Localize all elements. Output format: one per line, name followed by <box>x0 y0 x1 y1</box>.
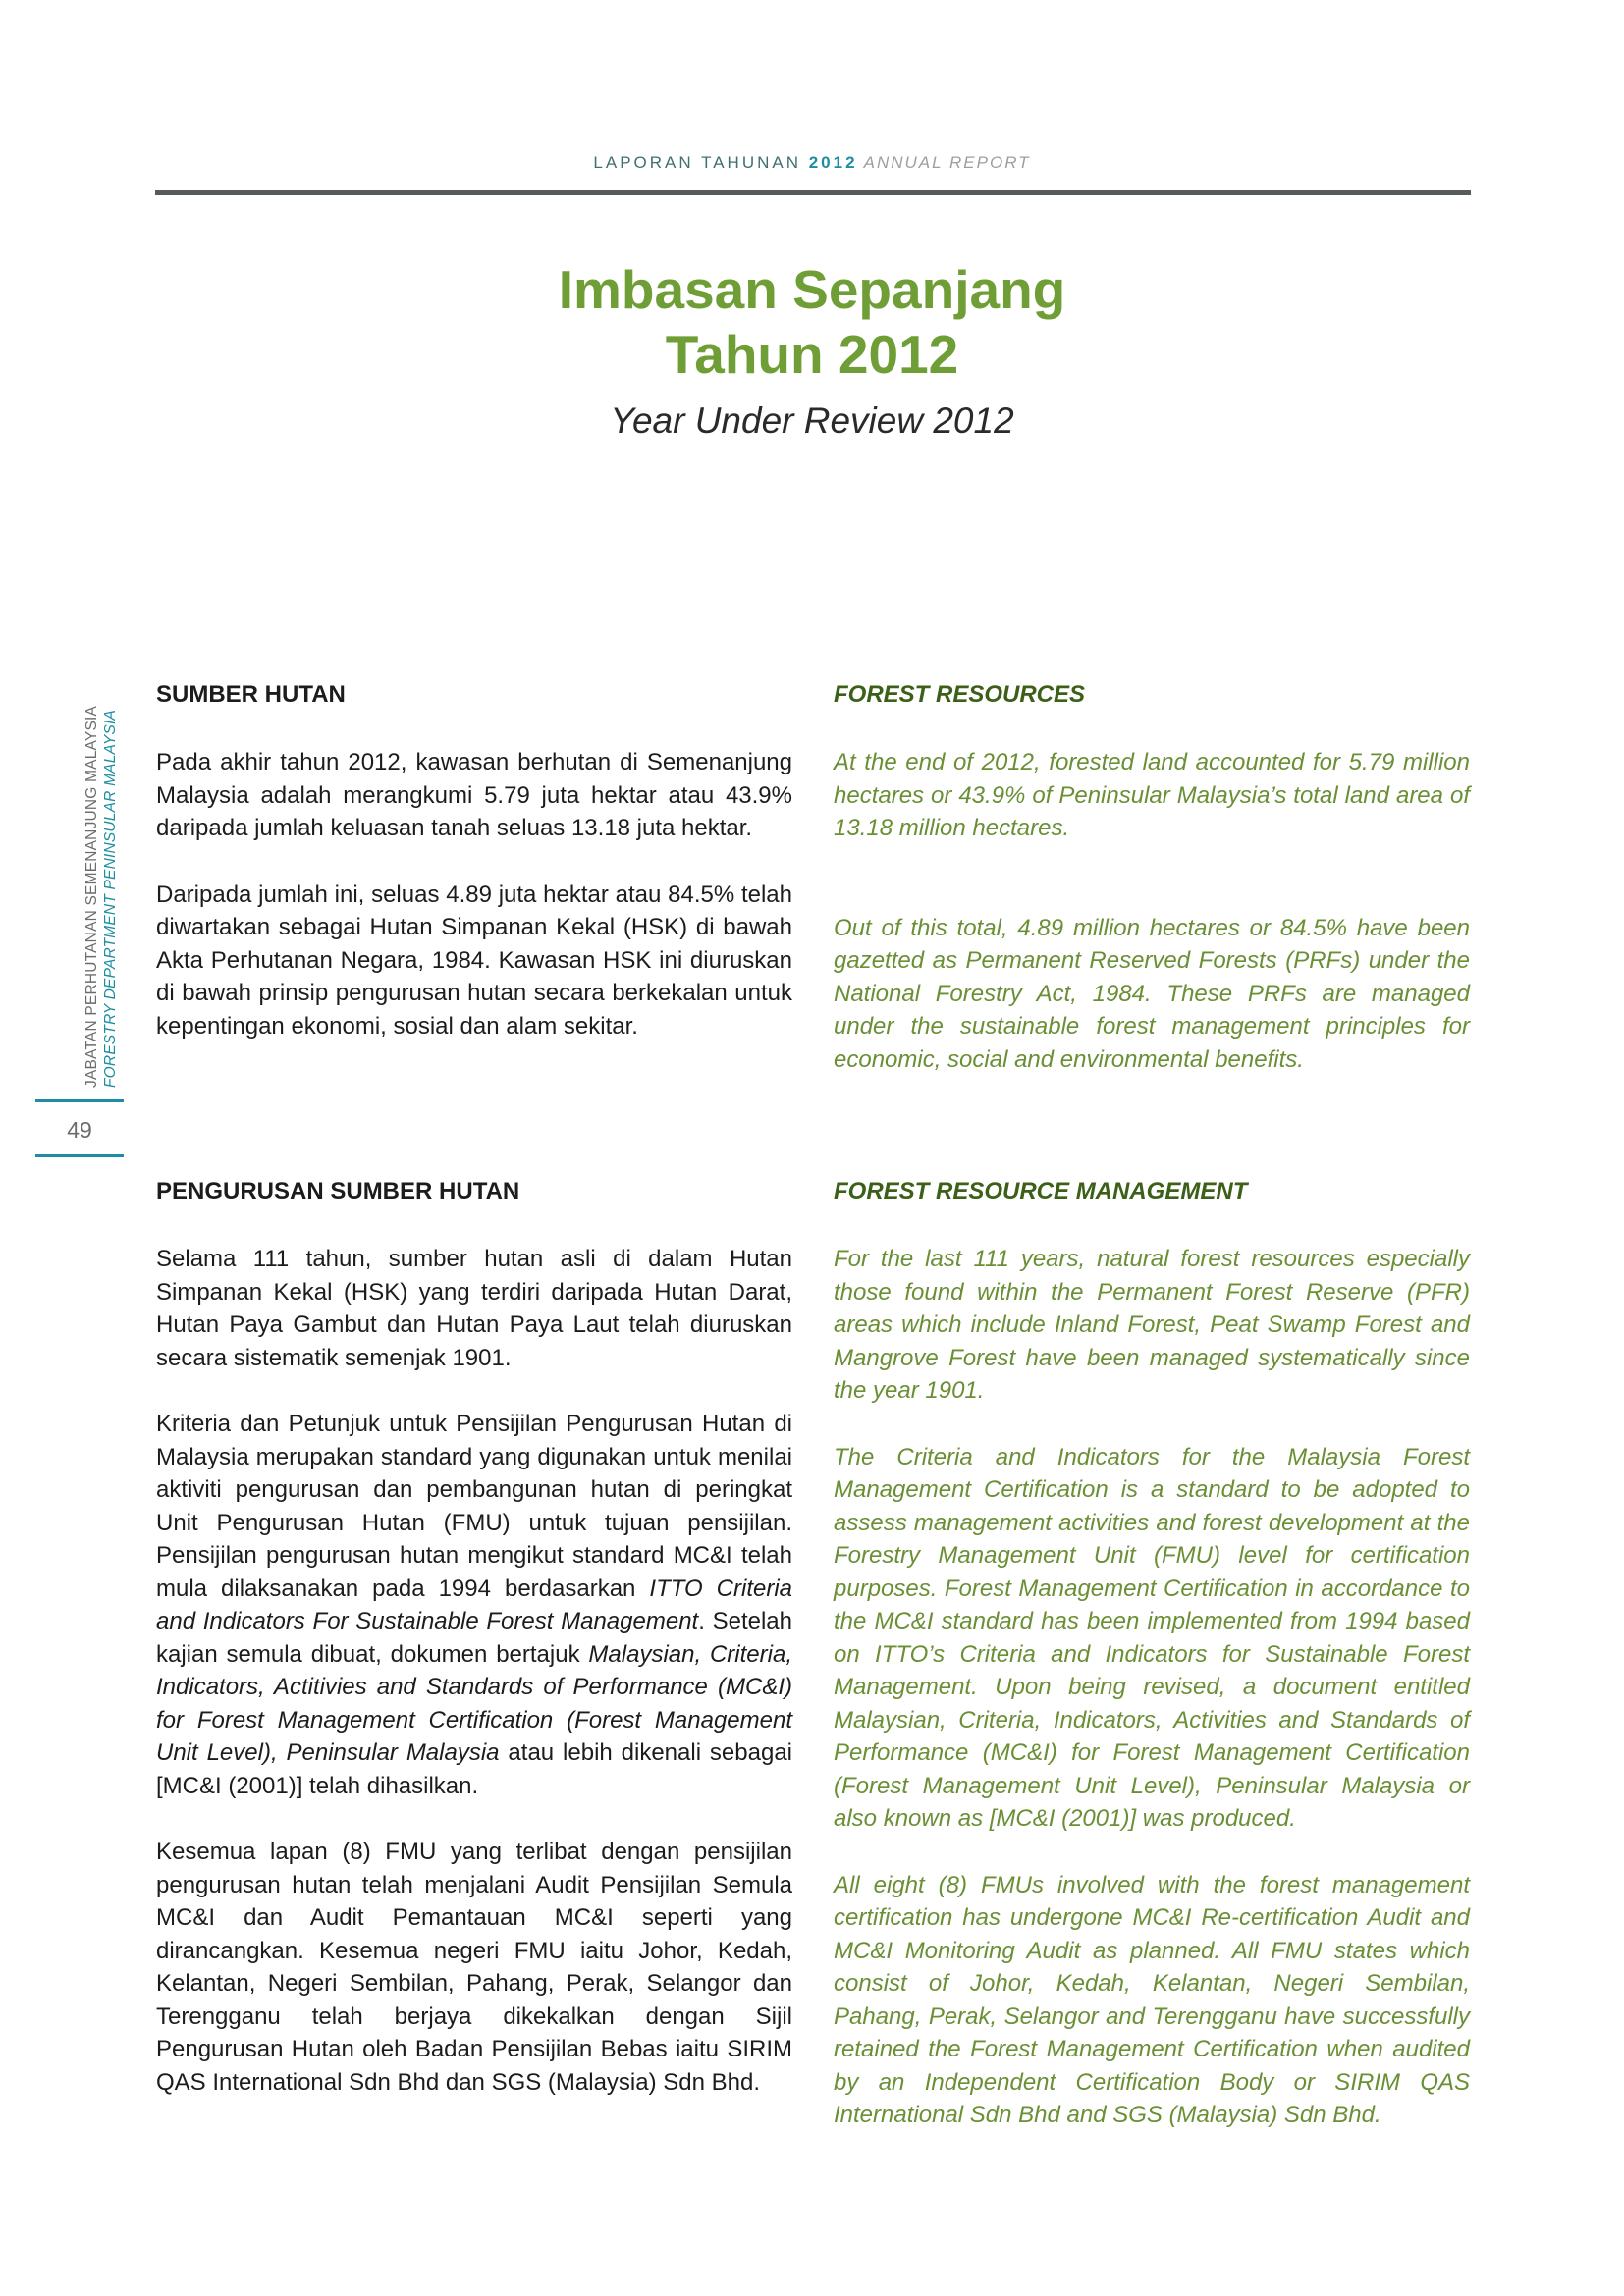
section-heading-forest-resources: FOREST RESOURCES <box>834 681 1086 708</box>
paragraph-text: . Setelah kajian semula dibuat, dokumen bertajuk <box>156 1608 793 1668</box>
section-heading-pengurusan-sumber-hutan: PENGURUSAN SUMBER HUTAN <box>156 1178 520 1204</box>
paragraph: Daripada jumlah ini, seluas 4.89 juta hektar atau 84.5% telah diwartakan sebagai Hutan Simpanan Kekal (HSK) di bawah Akta Perhutanan Negara, 1984. Kawasan HSK ini diuruskan di bawah prinsip pengurusan hutan secara berkekalan untuk kepentingan ekonomi, sosial dan alam sekitar. <box>156 881 792 1040</box>
running-header-suffix: ANNUAL REPORT <box>857 153 1031 172</box>
paragraph <box>156 1408 792 1802</box>
sidebar-line-malay: JABATAN PERHUTANAN SEMENANJUNG MALAYSIA <box>83 705 100 1088</box>
page-title <box>0 257 1624 387</box>
forest-management-english-column <box>834 1243 1470 2165</box>
sidebar-line-english: FORESTRY DEPARTMENT PENINSULAR MALAYSIA <box>102 709 119 1088</box>
section-heading-sumber-hutan: SUMBER HUTAN <box>156 681 346 708</box>
page-subtitle: Year Under Review 2012 <box>610 400 1014 441</box>
section-heading-forest-resource-management: FOREST RESOURCE MANAGEMENT <box>834 1178 1248 1204</box>
paragraph: Kesemua lapan (8) FMU yang terlibat dengan pensijilan pengurusan hutan telah menjalani Audit Pensijilan Semula MC&I dan Audit Pemantauan MC&I seperti yang dirancangkan. Kesemua negeri FMU iaitu Johor, Kedah, Kelantan, Negeri Sembilan, Pahang, Perak, Selangor dan Terengganu telah berjaya dikekalkan dengan Sijil Pengurusan Hutan oleh Badan Pensijilan Bebas iaitu SIRIM QAS International Sdn Bhd dan SGS (Malaysia) Sdn Bhd. <box>156 1839 792 2096</box>
forest-resources-malay-column <box>156 746 792 1076</box>
paragraph-italic-text: Malaysian, Criteria, Indicators, Actitivies and Standards of Performance (MC&I) for Forest Management Certification (Forest Management Unit Level), Peninsular Malaysia <box>156 1640 792 1766</box>
page-title-line2: Tahun 2012 <box>665 324 959 385</box>
paragraph-italic-text: ITTO Criteria and Indicators For Sustainable Forest Management <box>156 1575 793 1634</box>
sidebar-rule-top <box>35 1099 124 1102</box>
paragraph: At the end of 2012, forested land accounted for 5.79 million hectares or 43.9% of Peninsular Malaysia’s total land area of 13.18 million hectares. <box>834 749 1470 841</box>
running-header-prefix: LAPORAN TAHUNAN <box>593 153 809 172</box>
running-header <box>0 153 1624 173</box>
page-number: 49 <box>67 1117 92 1143</box>
sidebar-rule-bottom <box>35 1154 124 1157</box>
sidebar-department-label <box>82 706 120 1088</box>
paragraph: Out of this total, 4.89 million hectares or 84.5% have been gazetted as Permanent Reserved Forests (PRFs) under the National Forestry Act, 1984. These PRFs are managed under the sustainable forest management principles for economic, social and environmental benefits. <box>834 914 1470 1073</box>
paragraph: The Criteria and Indicators for the Malaysia Forest Management Certification is a standard to be adopted to assess management activities and forest development at the Forestry Management Unit (FMU) level for certification purposes. Forest Management Certification in accordance to the MC&I standard has been implemented from 1994 based on ITTO’s Criteria and Indicators for Sustainable Forest Management. Upon being revised, a document entitled Malaysian, Criteria, Indicators, Activities and Standards of Performance (MC&I) for Forest Management Certification (Forest Management Unit Level), Peninsular Malaysia or also known as [MC&I (2001)] was produced. <box>834 1443 1470 1832</box>
paragraph: All eight (8) FMUs involved with the forest management certification has undergone MC&I Re-certification Audit and MC&I Monitoring Audit as planned. All FMU states which consist of Johor, Kedah, Kelantan, Negeri Sembilan, Pahang, Perak, Selangor and Terengganu have successfully retained the Forest Management Certification when audited by an Independent Certification Body or SIRIM QAS International Sdn Bhd and SGS (Malaysia) Sdn Bhd. <box>834 1871 1470 2128</box>
paragraph: Selama 111 tahun, sumber hutan asli di dalam Hutan Simpanan Kekal (HSK) yang terdiri daripada Hutan Darat, Hutan Paya Gambut dan Hutan Paya Laut telah diuruskan secara sistematik semenjak 1901. <box>156 1246 792 1371</box>
forest-resources-english-column <box>834 746 1470 1109</box>
page-title-line1: Imbasan Sepanjang <box>558 259 1066 320</box>
paragraph: For the last 111 years, natural forest resources especially those found within the Permanent Forest Reserve (PFR) areas which include Inland Forest, Peat Swamp Forest and Mangrove Forest have been managed systematically since the year 1901. <box>834 1246 1470 1404</box>
header-divider <box>155 190 1471 195</box>
running-header-year: 2012 <box>808 153 858 172</box>
paragraph-text: atau lebih dikenali sebagai [MC&I (2001)] telah dihasilkan. <box>156 1739 793 1799</box>
forest-management-malay-column <box>156 1243 792 2132</box>
paragraph: Pada akhir tahun 2012, kawasan berhutan di Semenanjung Malaysia adalah merangkumi 5.79 juta hektar atau 43.9% daripada jumlah keluasan tanah seluas 13.18 juta hektar. <box>156 749 792 841</box>
paragraph-text: Kriteria dan Petunjuk untuk Pensijilan Pengurusan Hutan di Malaysia merupakan standard yang digunakan untuk menilai aktiviti pengurusan dan pembangunan hutan di peringkat Unit Pengurusan Hutan (FMU) untuk tujuan pensijilan. Pensijilan pengurusan hutan mengikut standard MC&I telah mula dilaksanakan pada 1994 berdasarkan <box>156 1411 792 1602</box>
